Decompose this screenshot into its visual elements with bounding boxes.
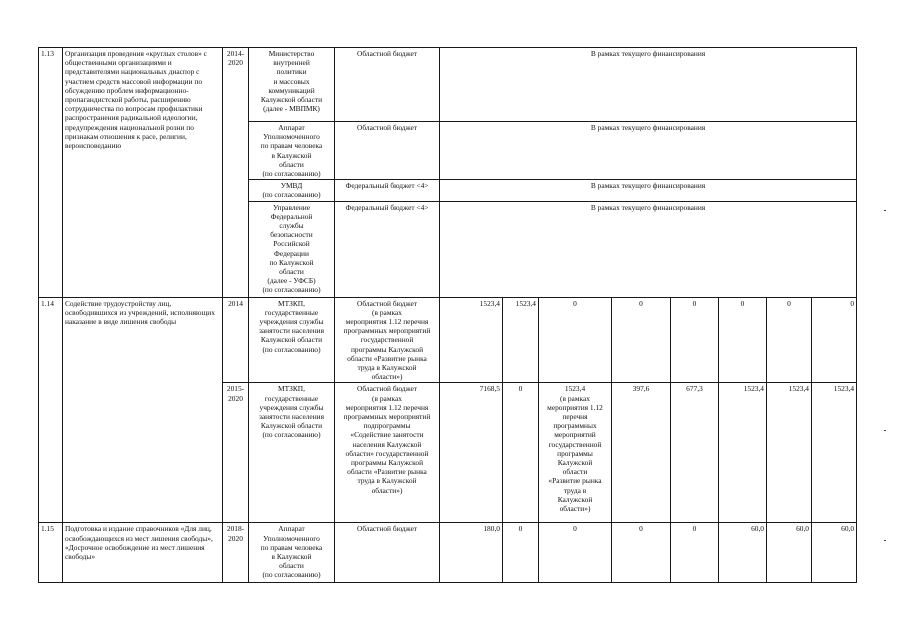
table-row xyxy=(39,523,857,583)
value-2014: 0 xyxy=(503,383,539,523)
item-number: 1.13 xyxy=(39,48,63,298)
value-2015: 0 xyxy=(539,523,612,583)
item-name: Организация проведения «круглых столов» с общественными организациями и представителями национальных диаспор с участием средств массовой информации по обсуждению проблем информационно-пропагандистской работы, расширению сотрудничества по вопросам профилактики распространения радикальной идеологии, предупреждения национальной розни по признакам отношения к расе, религии, вероисповеданию xyxy=(63,48,223,298)
scan-mark xyxy=(884,430,886,431)
program-activities-table xyxy=(38,47,857,583)
value-2017: 0 xyxy=(671,297,719,383)
item-period: 2015- 2020 xyxy=(223,383,249,523)
item-period: 2014- 2020 xyxy=(223,48,249,298)
total-value: 1523,4 xyxy=(440,297,503,383)
value-2018: 60,0 xyxy=(719,523,767,583)
funding-note: В рамках текущего финансирования xyxy=(440,122,857,180)
funding-note: В рамках текущего финансирования xyxy=(440,48,857,122)
table-row xyxy=(39,297,857,383)
item-executor: МТЗКП, государственные учреждения службы занятости населения Калужской области (по согласованию) xyxy=(249,297,335,383)
value-2017: 677,3 xyxy=(671,383,719,523)
scan-mark xyxy=(884,210,886,211)
item-name: Подготовка и издание справочников «Для лиц, освобождающихся из мест лишения свободы», «Досрочное освобождение из мест лишения свободы» xyxy=(63,523,223,583)
value-2016: 0 xyxy=(612,523,671,583)
value-2020: 60,0 xyxy=(812,523,857,583)
total-value: 180,0 xyxy=(440,523,503,583)
item-name: Содействие трудоустройству лиц, освободившихся из учреждений, исполняющих наказание в виде лишения свободы xyxy=(63,297,223,523)
value-2015: 1523,4 (в рамках мероприятия 1.12 перечня программных мероприятий государственной программы Калужской области «Развитие рынка труда в Калужской области») xyxy=(539,383,612,523)
item-executor: УМВД (по согласованию) xyxy=(249,180,335,201)
item-number: 1.14 xyxy=(39,297,63,523)
item-period: 2014 xyxy=(223,297,249,383)
funding-source: Областной бюджет xyxy=(335,523,440,583)
funding-source: Федеральный бюджет <4> xyxy=(335,180,440,201)
value-2018: 0 xyxy=(719,297,767,383)
funding-source: Федеральный бюджет <4> xyxy=(335,201,440,297)
item-executor: Аппарат Уполномоченного по правам человека в Калужской области (по согласованию) xyxy=(249,523,335,583)
table-row xyxy=(39,48,857,122)
item-period: 2018- 2020 xyxy=(223,523,249,583)
funding-note: В рамках текущего финансирования xyxy=(440,180,857,201)
item-executor: Управление Федеральной службы безопасности Российской Федерации по Калужской области (далее - УФСБ) (по согласованию) xyxy=(249,201,335,297)
funding-note: В рамках текущего финансирования xyxy=(440,201,857,297)
scan-mark xyxy=(884,540,886,541)
funding-source: Областной бюджет xyxy=(335,48,440,122)
total-value: 7168,5 xyxy=(440,383,503,523)
value-2014: 0 xyxy=(503,523,539,583)
item-executor: Министерство внутренней политики и массовых коммуникаций Калужской области (далее - МВПМК) xyxy=(249,48,335,122)
value-2018: 1523,4 xyxy=(719,383,767,523)
value-2015: 0 xyxy=(539,297,612,383)
value-2014: 1523,4 xyxy=(503,297,539,383)
value-2020: 0 xyxy=(812,297,857,383)
value-2020: 1523,4 xyxy=(812,383,857,523)
value-2019: 60,0 xyxy=(767,523,812,583)
value-2016: 0 xyxy=(612,297,671,383)
value-2017: 0 xyxy=(671,523,719,583)
funding-source: Областной бюджет xyxy=(335,122,440,180)
value-2019: 1523,4 xyxy=(767,383,812,523)
item-executor: Аппарат Уполномоченного по правам человека в Калужской области (по согласованию) xyxy=(249,122,335,180)
value-2016: 397,6 xyxy=(612,383,671,523)
funding-source: Областной бюджет (в рамках мероприятия 1.12 перечня программных мероприятий подпрограммы «Содействие занятости населения Калужской области» государственной программы Калужской области «Развитие рынка труда в Калужской области») xyxy=(335,383,440,523)
item-number: 1.15 xyxy=(39,523,63,583)
item-executor: МТЗКП, государственные учреждения службы занятости населения Калужской области (по согласованию) xyxy=(249,383,335,523)
value-2019: 0 xyxy=(767,297,812,383)
funding-source: Областной бюджет (в рамках мероприятия 1.12 перечня программных мероприятий государственной программы Калужской области «Развитие рынка труда в Калужской области») xyxy=(335,297,440,383)
document-page xyxy=(38,47,857,583)
